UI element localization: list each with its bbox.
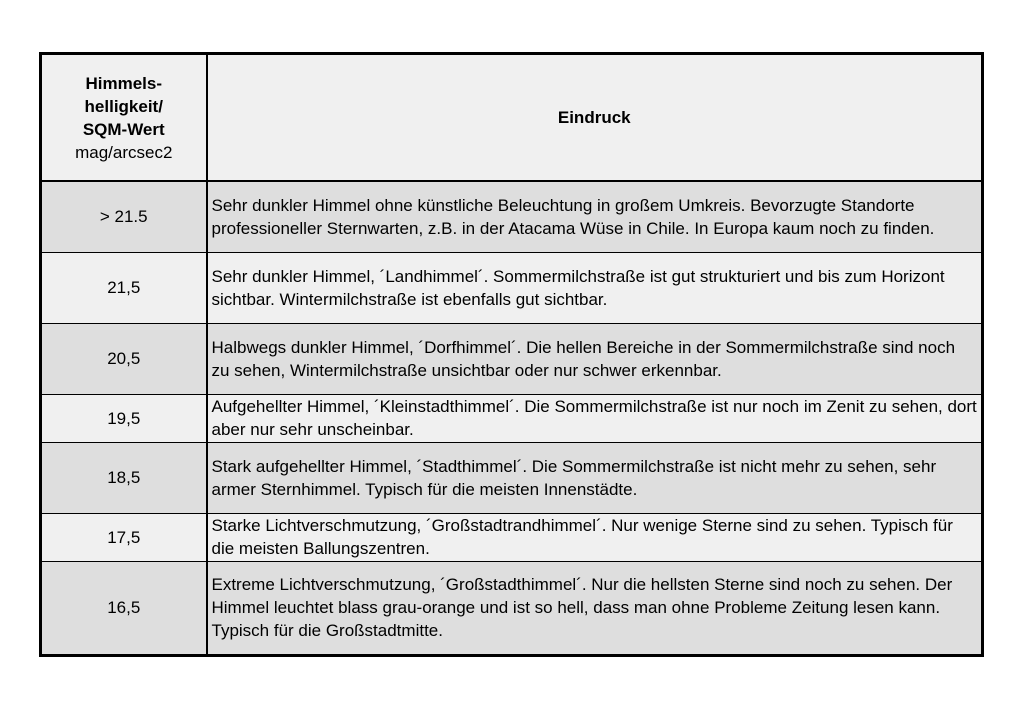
table-row: [41, 513, 983, 561]
table-row: [41, 252, 983, 323]
table-row: [41, 323, 983, 394]
impression-cell: Halbwegs dunkler Himmel, ´Dorfhimmel´. Die hellen Bereiche in der Sommermilchstraße sind noch zu sehen, Wintermilchstraße unsichtbar oder nur schwer erkennbar.: [207, 323, 983, 394]
sqm-value-cell: 19,5: [41, 394, 207, 442]
impression-cell: Aufgehellter Himmel, ´Kleinstadthimmel´. Die Sommermilchstraße ist nur noch im Zenit zu sehen, dort aber nur sehr unscheinbar.: [207, 394, 983, 442]
sqm-value-cell: 16,5: [41, 561, 207, 655]
impression-cell: Starke Lichtverschmutzung, ´Großstadtrandhimmel´. Nur wenige Sterne sind zu sehen. Typisch für die meisten Ballungszentren.: [207, 513, 983, 561]
header-line-3: SQM-Wert: [82, 119, 165, 139]
table-row: [41, 181, 983, 252]
table-row: [41, 442, 983, 513]
table-row: [41, 561, 983, 655]
sqm-table: [39, 52, 984, 657]
header-sky-brightness: [41, 54, 207, 182]
table-row: [41, 394, 983, 442]
impression-cell: Sehr dunkler Himmel ohne künstliche Beleuchtung in großem Umkreis. Bevorzugte Standorte professioneller Sternwarten, z.B. in der Atacama Wüse in Chile. In Europa kaum noch zu finden.: [207, 181, 983, 252]
impression-cell: Extreme Lichtverschmutzung, ´Großstadthimmel´. Nur die hellsten Sterne sind noch zu sehen. Der Himmel leuchtet blass grau-orange und ist so hell, dass man ohne Probleme Zeitung lesen kann. Typisch für die Großstadtmitte.: [207, 561, 983, 655]
header-line-2: helligkeit/: [84, 96, 163, 116]
sqm-value-cell: 18,5: [41, 442, 207, 513]
sqm-value-cell: 20,5: [41, 323, 207, 394]
impression-cell: Stark aufgehellter Himmel, ´Stadthimmel´. Die Sommermilchstraße ist nicht mehr zu sehen, sehr armer Sternhimmel. Typisch für die meisten Innenstädte.: [207, 442, 983, 513]
sqm-value-cell: 21,5: [41, 252, 207, 323]
header-impression: Eindruck: [207, 54, 983, 182]
header-line-1: Himmels-: [85, 73, 163, 93]
header-row: [41, 54, 983, 182]
sqm-value-cell: > 21.5: [41, 181, 207, 252]
impression-cell: Sehr dunkler Himmel, ´Landhimmel´. Sommermilchstraße ist gut strukturiert und bis zum Horizont sichtbar. Wintermilchstraße ist ebenfalls gut sichtbar.: [207, 252, 983, 323]
sqm-value-cell: 17,5: [41, 513, 207, 561]
header-unit: mag/arcsec2: [75, 142, 173, 162]
